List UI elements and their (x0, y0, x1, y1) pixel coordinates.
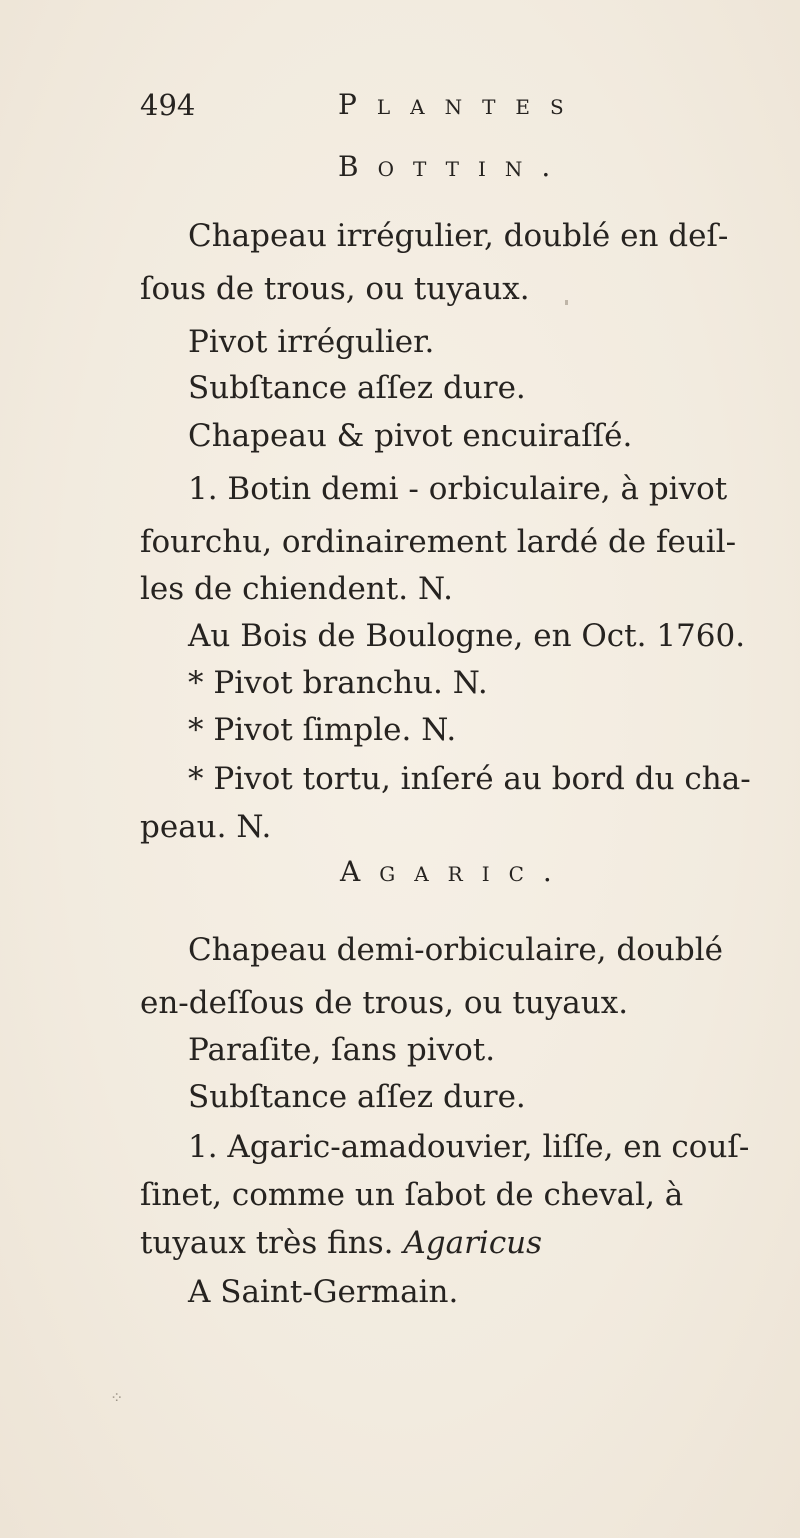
section-title-agaric: Agaric. (340, 855, 571, 888)
text-segment: tuyaux très fins. (140, 1225, 394, 1261)
text-line (140, 1225, 543, 1261)
section-title-bottin: Bottin. (338, 150, 570, 183)
paper-blemish: ⁘ (110, 1388, 124, 1407)
page-number: 494 (140, 88, 196, 122)
text-line: en-deſſous de trous, ou tuyaux. (140, 985, 629, 1021)
text-line: 1. Botin demi - orbiculaire, à pivot (188, 471, 728, 507)
text-line: Paraſite, ſans pivot. (188, 1032, 496, 1068)
text-line: peau. N. (140, 809, 272, 845)
text-line: les de chiendent. N. (140, 571, 453, 607)
text-line: 1. Agaric-amadouvier, liſſe, en couſ- (188, 1129, 750, 1165)
text-line: fourchu, ordinairement lardé de feuil- (140, 524, 737, 560)
text-line: ſinet, comme un ſabot de cheval, à (140, 1177, 684, 1213)
text-line: * Pivot tortu, inſeré au bord du cha- (188, 761, 751, 797)
running-title: Plantes (338, 88, 584, 121)
latin-name: Agaricus (403, 1225, 543, 1261)
text-line: Pivot irrégulier. (188, 324, 435, 360)
ink-speck (565, 300, 568, 305)
text-line: Subſtance aſſez dure. (188, 370, 526, 406)
text-line: Subſtance aſſez dure. (188, 1079, 526, 1115)
text-line: * Pivot ſimple. N. (188, 712, 457, 748)
text-line: Chapeau & pivot encuiraſſé. (188, 418, 633, 454)
text-line: A Saint-Germain. (188, 1274, 459, 1310)
text-line: ſous de trous, ou tuyaux. (140, 271, 530, 307)
page-header (140, 88, 740, 128)
text-line: * Pivot branchu. N. (188, 665, 488, 701)
text-line: Au Bois de Boulogne, en Oct. 1760. (188, 618, 746, 654)
text-line: Chapeau demi-orbiculaire, doublé (188, 932, 723, 968)
text-line: Chapeau irrégulier, doublé en deſ- (188, 218, 729, 254)
